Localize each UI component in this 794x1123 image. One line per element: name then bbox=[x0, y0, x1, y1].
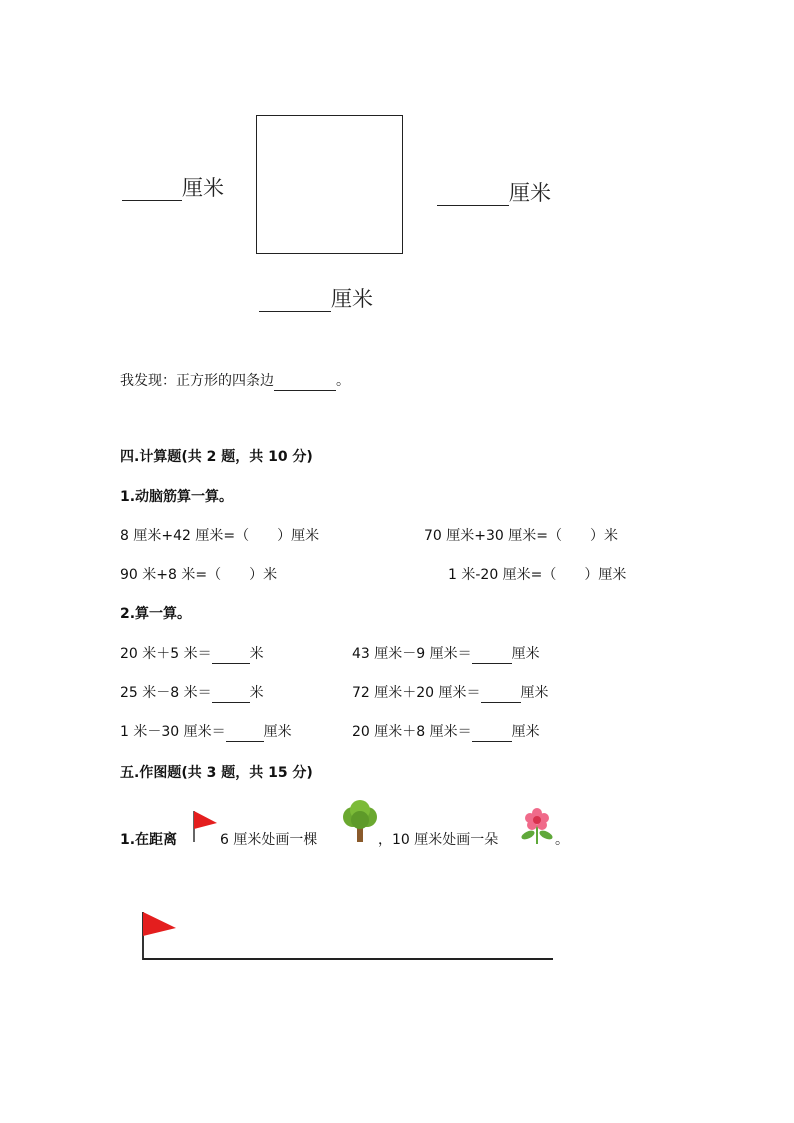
calc-item: 1 米-20 厘米=（ ）厘米 bbox=[448, 567, 627, 583]
unit-label: 厘米 bbox=[182, 176, 224, 200]
unit-label: 厘米 bbox=[331, 287, 373, 311]
discovery-end: 。 bbox=[336, 373, 350, 389]
drawing-line bbox=[140, 910, 560, 966]
calc-item: 8 厘米+42 厘米=（ ）厘米 bbox=[120, 528, 320, 544]
question-2-title: 2.算一算。 bbox=[120, 606, 192, 622]
calc-item: 90 米+8 米=（ ）米 bbox=[120, 567, 278, 583]
answer-blank[interactable] bbox=[472, 723, 512, 742]
calc-item: 20 厘米＋8 厘米＝ 厘米 bbox=[352, 724, 540, 740]
calc-item: 20 米＋5 米＝ 米 bbox=[120, 646, 264, 662]
answer-blank[interactable] bbox=[212, 645, 250, 664]
calc-item: 43 厘米－9 厘米＝ 厘米 bbox=[352, 646, 540, 662]
bottom-side-blank bbox=[259, 283, 373, 313]
right-side-blank bbox=[437, 177, 551, 207]
answer-blank[interactable] bbox=[259, 287, 331, 312]
answer-blank[interactable] bbox=[481, 684, 521, 703]
discovery-text: 我发现：正方形的四条边 bbox=[120, 373, 274, 389]
draw-question-mid2: ，10 厘米处画一朵 bbox=[378, 832, 499, 848]
question-1-title: 1.动脑筋算一算。 bbox=[120, 489, 234, 505]
red-flag-icon bbox=[143, 912, 176, 936]
calc-item: 72 厘米＋20 厘米＝ 厘米 bbox=[352, 685, 549, 701]
answer-blank[interactable] bbox=[274, 372, 336, 391]
calc-item: 1 米－30 厘米＝ 厘米 bbox=[120, 724, 292, 740]
unit-label: 厘米 bbox=[509, 181, 551, 205]
answer-blank[interactable] bbox=[226, 723, 264, 742]
draw-question-end: 。 bbox=[555, 832, 569, 848]
answer-blank[interactable] bbox=[472, 645, 512, 664]
section-4-heading: 四.计算题(共 2 题，共 10 分) bbox=[120, 449, 313, 465]
answer-blank[interactable] bbox=[122, 176, 182, 201]
draw-question-mid: 6 厘米处画一棵 bbox=[220, 832, 318, 848]
flower-icon bbox=[519, 807, 555, 845]
section-5-heading: 五.作图题(共 3 题，共 15 分) bbox=[120, 765, 313, 781]
red-flag-icon bbox=[191, 809, 221, 843]
calc-item: 70 厘米+30 厘米=（ ）米 bbox=[424, 528, 618, 544]
answer-blank[interactable] bbox=[437, 181, 509, 206]
calc-item: 25 米－8 米＝ 米 bbox=[120, 685, 264, 701]
tree-icon bbox=[341, 800, 379, 844]
draw-question-prefix: 1.在距离 bbox=[120, 832, 178, 848]
answer-blank[interactable] bbox=[212, 684, 250, 703]
left-side-blank bbox=[122, 172, 224, 202]
discovery-sentence bbox=[120, 372, 350, 391]
square-figure bbox=[256, 115, 403, 254]
